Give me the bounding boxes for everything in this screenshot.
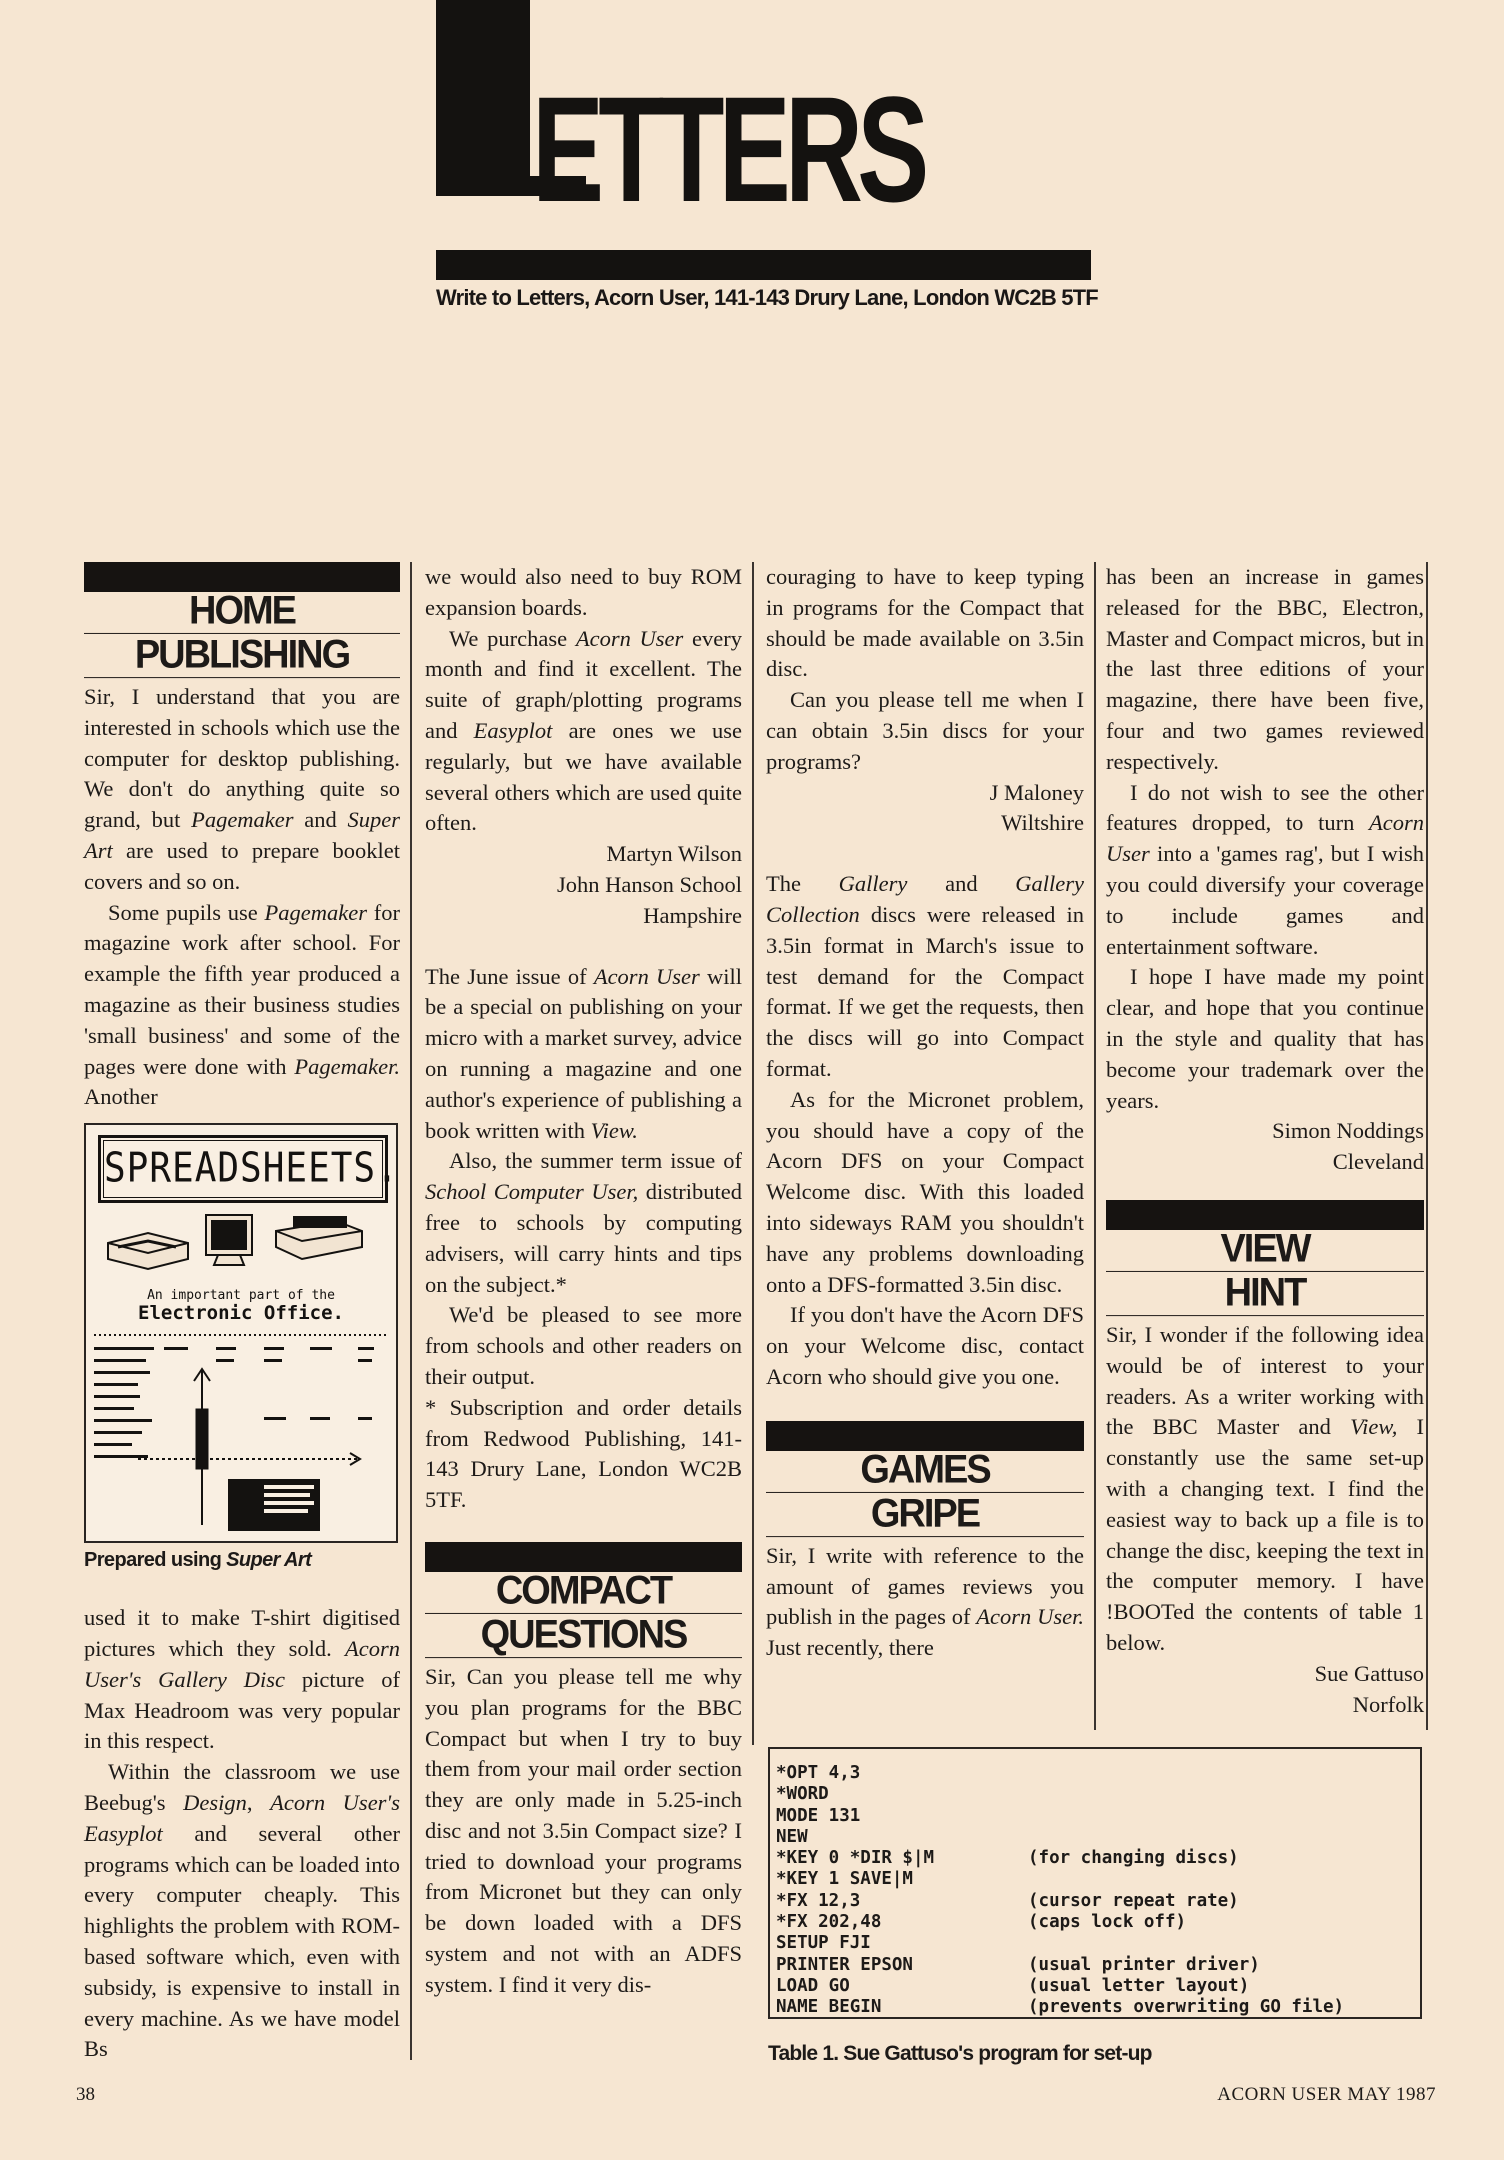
heading-line: PUBLISHING <box>84 634 400 678</box>
letter-paragraph: I hope I have made my point clear, and hope that you continue in the style and quality that has become your trademark over the years. <box>1106 964 1424 1113</box>
signature-name: Simon Noddings <box>1272 1118 1424 1144</box>
code-line: *FX 12,3 (cursor repeat rate) <box>776 1890 1239 1911</box>
letter-paragraph: I do not wish to see the other features dropped, to turn Acorn User into a 'games rag', but I wish you could diversify your coverage to include games and entertainment software. <box>1106 779 1424 959</box>
code-line: *KEY 0 *DIR $|M (for changing discs) <box>776 1848 1239 1869</box>
heading-line: GAMES <box>766 1449 1084 1493</box>
code-line: PRINTER EPSON (usual printer driver) <box>776 1954 1260 1975</box>
masthead-title-rest: ETTERS <box>532 65 924 233</box>
computer-equipment-illustration <box>88 1203 394 1323</box>
heading-line: GRIPE <box>766 1493 1084 1537</box>
code-listing <box>768 1747 1422 2019</box>
signature-place: Cleveland <box>1332 1149 1424 1175</box>
page-number: 38 <box>76 2084 95 2105</box>
letter-paragraph: used it to make T-shirt digitised pictures which they sold. Acorn User's Gallery Disc picture of Max Headroom was very popular in this respect. <box>84 1605 400 1754</box>
code-line: *FX 202,48 (caps lock off) <box>776 1912 1187 1933</box>
compact-questions-heading <box>425 1542 742 1656</box>
letter-paragraph: Sir, Can you please tell me why you plan programs for the BBC Compact but when I try to buy them from your mail order section they are only made in 5.25-inch disc and not 3.5in Compact size? I tried to download your programs from Micronet but they can only be down loaded with a DFS system and not with an ADFS system. I find it very dis- <box>425 1663 742 1997</box>
heading-line: HOME <box>84 590 400 634</box>
signature-place: Norfolk <box>1352 1691 1424 1717</box>
heading-line: COMPACT <box>425 1570 742 1614</box>
letter-paragraph: Some pupils use Pagemaker for magazine work after school. For example the fifth year produced a magazine as their business studies 'small business' and some of the pages were done with Pagemaker. Another <box>84 899 400 1110</box>
signature-name: Sue Gattuso <box>1314 1660 1424 1686</box>
column-rule <box>1094 562 1096 1730</box>
letter-paragraph: Can you please tell me when I can obtain 3.5in discs for your programs? <box>766 687 1084 774</box>
letter-paragraph: Within the classroom we use Beebug's Design, Acorn User's Easyplot and several other programs which can be loaded into every computer cheaply. This highlights the problem with ROM-based software which, even with subsidy, is expensive to install in every machine. As we have model Bs <box>84 1759 401 2062</box>
signature-place: Hampshire <box>643 902 742 928</box>
spreadsheet-table-illustration <box>88 1329 394 1535</box>
column-3 <box>766 562 1084 1664</box>
signature-organisation: John Hanson School <box>557 871 742 897</box>
letter-paragraph: Sir, I understand that you are interested in schools which use the computer for desktop publishing. We don't do anything quite so grand, but Pagemaker and Super Art are used to prepare booklet covers and so on. <box>84 684 400 894</box>
column-1 <box>84 562 400 2065</box>
masthead-rule <box>436 250 1091 280</box>
editor-reply: Also, the summer term issue of School Computer User, distributed free to schools by computing advisers, will carry hints and tips on the subject.* <box>425 1148 742 1297</box>
code-line: *KEY 1 SAVE|M <box>776 1869 913 1890</box>
signature-place: Wiltshire <box>1001 810 1084 836</box>
signature-name: J Maloney <box>989 779 1084 805</box>
editor-reply: The Gallery and Gallery Collection discs were released in 3.5in format in March's issue to test demand for the Compact format. If we get the requests, then the discs will go into Compact format. <box>766 871 1084 1081</box>
letter-paragraph: couraging to have to keep typing in programs for the Compact that should be made available on 3.5in disc. <box>766 564 1084 682</box>
home-publishing-heading <box>84 562 400 676</box>
issue-line: ACORN USER MAY 1987 <box>1217 2084 1436 2105</box>
letter-paragraph: has been an increase in games released for the BBC, Electron, Master and Compact micros, but in the last three editions of your magazine, there have been five, four and two games reviewed respectively. <box>1106 564 1424 774</box>
figure-sub2: Electronic Office. <box>138 1302 344 1324</box>
code-line: *OPT 4,3 <box>776 1763 861 1783</box>
letter-paragraph: Sir, I write with reference to the amount of games reviews you publish in the pages of Acorn User. Just recently, there <box>766 1542 1084 1661</box>
letters-address: Write to Letters, Acorn User, 141-143 Drury Lane, London WC2B 5TF <box>436 285 1098 310</box>
code-line: *WORD <box>776 1784 829 1805</box>
heading-bar <box>425 1542 742 1572</box>
heading-line: VIEW <box>1106 1228 1424 1272</box>
heading-bar <box>84 562 400 592</box>
big-letter-l <box>436 0 530 196</box>
code-line: NEW <box>776 1826 808 1847</box>
letter-paragraph: We purchase Acorn User every month and find it excellent. The suite of graph/plotting programs and Easyplot are ones we use regularly, but we have available several others which are used quite often. <box>425 625 743 836</box>
column-rule <box>752 562 754 1745</box>
editor-reply: If you don't have the Acorn DFS on your Welcome disc, contact Acorn who should give you one. <box>766 1302 1084 1389</box>
figure-sub1: An important part of the <box>147 1288 335 1304</box>
editor-reply: We'd be pleased to see more from schools and other readers on their output. <box>425 1302 742 1389</box>
code-line: SETUP FJI <box>776 1933 871 1954</box>
listing-caption: Table 1. Sue Gattuso's program for set-up <box>768 2042 1152 2065</box>
heading-line: QUESTIONS <box>425 1614 742 1658</box>
letter-paragraph: we would also need to buy ROM expansion boards. <box>425 564 742 620</box>
editor-reply: As for the Micronet problem, you should have a copy of the Acorn DFS on your Compact Welcome disc. With this loaded into sideways RAM you shouldn't have any problems downloading onto a DFS-formatted 3.5in disc. <box>766 1086 1084 1297</box>
heading-line: HINT <box>1106 1272 1424 1316</box>
games-gripe-heading <box>766 1421 1084 1535</box>
column-4 <box>1106 562 1424 1720</box>
figure-title: SPREADSHEETS. <box>104 1145 399 1193</box>
letters-masthead <box>436 0 1098 320</box>
spreadsheets-illustration <box>84 1123 398 1543</box>
code-line: NAME BEGIN (prevents overwriting GO file) <box>776 1997 1345 2018</box>
heading-bar <box>1106 1200 1424 1230</box>
column-rule <box>1426 562 1428 1730</box>
signature-name: Martyn Wilson <box>606 841 742 867</box>
letter-paragraph: Sir, I wonder if the following idea would be of interest to your readers. As a writer working with the BBC Master and View, I constantly use the same set-up with a changing text. I find the easiest way to back up a file is to change the disc, keeping the text in the computer memory. I have !BOOTed the contents of table 1 below. <box>1106 1321 1424 1655</box>
code-line: MODE 131 <box>776 1805 861 1826</box>
footnote: * Subscription and order details from Redwood Publishing, 141-143 Drury Lane, London WC2B 5TF. <box>425 1394 742 1513</box>
column-2 <box>425 562 742 2001</box>
column-rule <box>410 562 412 2060</box>
editor-reply: The June issue of Acorn User will be a special on publishing on your micro with a market survey, advice on running a magazine and one author's experience of publishing a book written with View. <box>425 963 742 1143</box>
figure-caption: Prepared using Super Art <box>84 1549 312 1572</box>
code-line: LOAD GO (usual letter layout) <box>776 1975 1250 1996</box>
view-hint-heading <box>1106 1200 1424 1314</box>
heading-bar <box>766 1421 1084 1451</box>
